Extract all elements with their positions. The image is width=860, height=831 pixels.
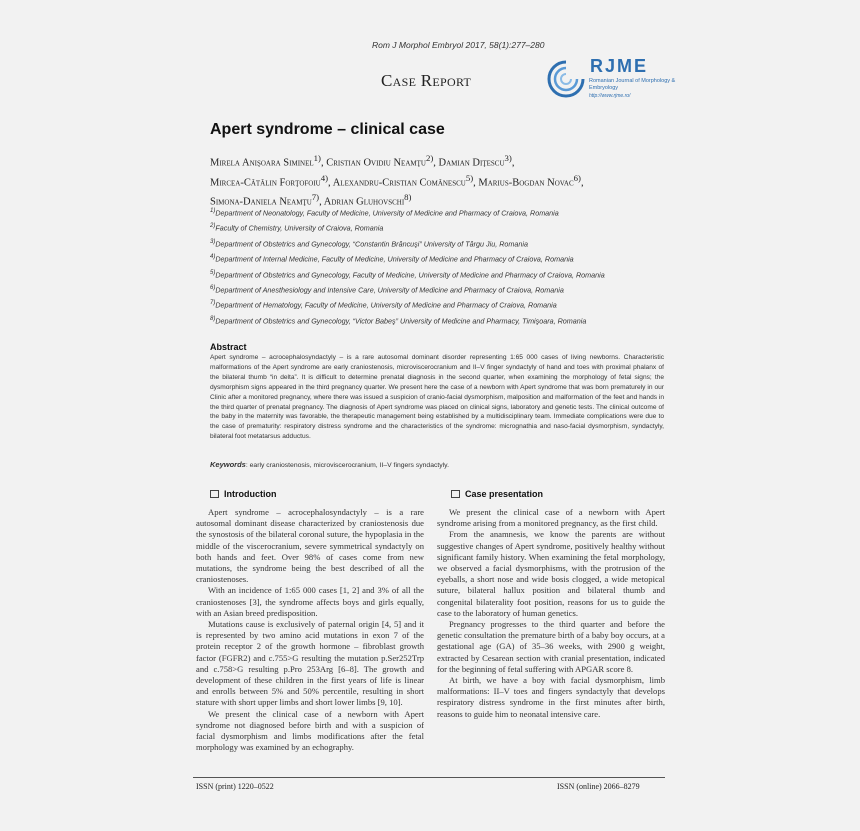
issn-online: ISSN (online) 2066–8279 (557, 782, 640, 791)
paragraph: With an incidence of 1:65 000 cases [1, 2] and 3% of all the craniostenoses [3], the syndrome affects boys and girls equally, with an Asian breed predisposition. (196, 585, 424, 618)
affiliation-item: $^{8)}$Department of Obstetrics and Gynecology, “Victor Babeş” University of Medicine and Pharmacy, Timişoara, Romania (210, 315, 587, 326)
affiliation-item: $^{5)}$Department of Obstetrics and Gynecology, Faculty of Medicine, University of Medicine and Pharmacy of Craiova, Romania (210, 269, 605, 279)
author-line: Mirela Anişoara Siminel$^{1)}$, Cristian Ovidiu Neamţu$^{2)}$, Damian Diţescu$^{3)}$, (210, 153, 515, 169)
paragraph: We present the clinical case of a newborn with Apert syndrome arising from a monitored pregnancy, as the first child. (437, 507, 665, 529)
paragraph: Pregnancy progresses to the third quarter and before the genetic consultation the premature birth of a baby boy occurs, at a gestational age (GA) of 35–36 weeks, with 2900 g weight, extracted by Cesarean section with cranial presentation, indicated for the beginning of fetal suffering with APGAR score 8. (437, 619, 665, 674)
affiliation-item: $^{6)}$Department of Anesthesiology and Intensive Care, University of Medicine and Pharmacy of Craiova, Romania (210, 284, 564, 295)
footer-rule (193, 777, 665, 778)
section-bullet-icon (451, 490, 460, 498)
affiliation-item: $^{4)}$Department of Internal Medicine, Faculty of Medicine, University of Medicine and Pharmacy of Craiova, Romania (210, 254, 574, 264)
logo-url[interactable]: http://www.rjme.ro/ (589, 93, 631, 99)
journal-logo (545, 56, 675, 106)
article-title: Apert syndrome – clinical case (210, 121, 445, 138)
affiliation-item: $^{1)}$Department of Neonatology, Faculty of Medicine, University of Medicine and Pharmacy of Craiova, Romania (210, 208, 559, 218)
logo-name: RJME (590, 56, 649, 76)
logo-subtitle: Romanian Journal of Morphology & Embryology (589, 78, 676, 91)
case-presentation-heading: Case presentation (451, 489, 543, 499)
introduction-column (196, 507, 424, 753)
affiliation-item: $^{3)}$Department of Obstetrics and Gynecology, “Constantin Brâncuşi” University of Târgu Jiu, Romania (210, 238, 528, 249)
article-type: Case Report (381, 71, 472, 90)
keywords-text: : early craniostenosis, microviscerocranium, II–V fingers syndactyly. (245, 462, 449, 469)
issn-print: ISSN (print) 1220–0522 (196, 782, 274, 791)
paragraph: We present the clinical case of a newborn with Apert syndrome not diagnosed before birth and with a suspicion of facial dysmorphism and limbs modifications after the fetal morphology was examined by an echography. (196, 708, 424, 753)
keywords-label: Keywords (210, 460, 246, 469)
section-bullet-icon (210, 490, 219, 498)
case-presentation-column (437, 507, 665, 720)
paragraph: Mutations cause is exclusively of paternal origin [4, 5] and it is represented by two amino acid mutations in exon 7 of the protein receptor 2 of the growth hormone – fibroblast growth factor (FGFR2) and c.755>G resulting the mutation p.Ser252Trp and c.758>G resulting p.Pro 253Arg [6–8]. The growth and development of these children in the first years of life is linear and enrolls between 5% and 50% percentile, resulting in short stature with short upper limbs and short lower limbs [9, 10]. (196, 619, 424, 708)
journal-citation: Rom J Morphol Embryol 2017, 58(1):277–280 (372, 40, 545, 50)
author-list (210, 151, 670, 210)
affiliation-item: $^{7)}$Department of Hematology, Faculty of Medicine, University of Medicine and Pharmacy of Craiova, Romania (210, 300, 557, 310)
affiliation-item: $^{2)}$Faculty of Chemistry, University of Craiova, Romania (210, 223, 384, 233)
abstract-heading: Abstract (210, 342, 247, 352)
paragraph: Apert syndrome – acrocephalosyndactyly – is a rare autosomal dominant disease characterized by craniostenosis due the synostosis of the bilateral coronal suture, the hypoplasia in the middle of the viscerocranium, severe symmetrical syndactyly on both hands and feet. Over 98% of cases come from new mutations, the syndrome being the best described of all the craniostenoses. (196, 507, 424, 585)
author-line: Mircea-Cătălin Forţofoiu$^{4)}$, Alexandru-Cristian Comănescu$^{5)}$, Marius-Bogdan Novac$^{6)}$, (210, 172, 584, 188)
logo-swirl-icon (545, 58, 587, 100)
keywords (210, 460, 664, 469)
paragraph: At birth, we have a boy with facial dysmorphism, limb malformations: II–V toes and fingers syndactyly that develops respiratory distress syndrome in the first minutes after birth, reasons to guide him to neonatal intensive care. (437, 675, 665, 719)
paragraph: From the anamnesis, we know the parents are without suggestive changes of Apert syndrome, positively healthy without significant family history. When examining the fetal morphology, we observed a facial dysmorphisms, with the protrusion of the eyeballs, a short nose and wide bosis clogged, a wide metopical suture, bilateral hallux position and bilateral thumb and congenital bilaterality foot position, reasons for us to guide the case to the laboratory of human genetics. (437, 529, 665, 618)
affiliation-list (210, 206, 640, 329)
abstract-text: Apert syndrome – acrocephalosyndactyly – is a rare autosomal dominant disorder representing 1:65 000 cases of living newborns. Characteristic malformations of the Apert syndrome are early craniostenosis, microviscerocranium and II–V finger syndactyly of hand and toes with proximal phalanx of the bilateral thumb “in delta”. It is difficult to determine prenatal diagnosis in the second quarter, when examining the morphology of fetal signs; the dysmorphism signs appeared in the third pregnancy quarter. We present here the case of a newborn with Apert syndrome that was born prematurely in our Clinic after a monitored pregnancy, where there was issued a suspicion of cranio-facial dysmorphism, malposition and malformation of the feet and hands in the third quarter of prenatal pregnancy. The diagnosis of Apert syndrome was placed on clinical signs, laboratory and genetic tests. The clinical outcome of the baby in the maternity was favorable, the therapeutic management being established by a multidisciplinary team. Immediate complications were due to the case of prematurity: respiratory distress syndrome and the characteristics of the syndrome: micrognathia and naso-facial dysmorphism, syndactyly, bilateral foot metatarsus adductus. (210, 354, 664, 441)
author-line: Simona-Daniela Neamţu$^{7)}$, Adrian Gluhovschi$^{8)}$ (210, 192, 412, 208)
introduction-heading: Introduction (210, 489, 277, 499)
